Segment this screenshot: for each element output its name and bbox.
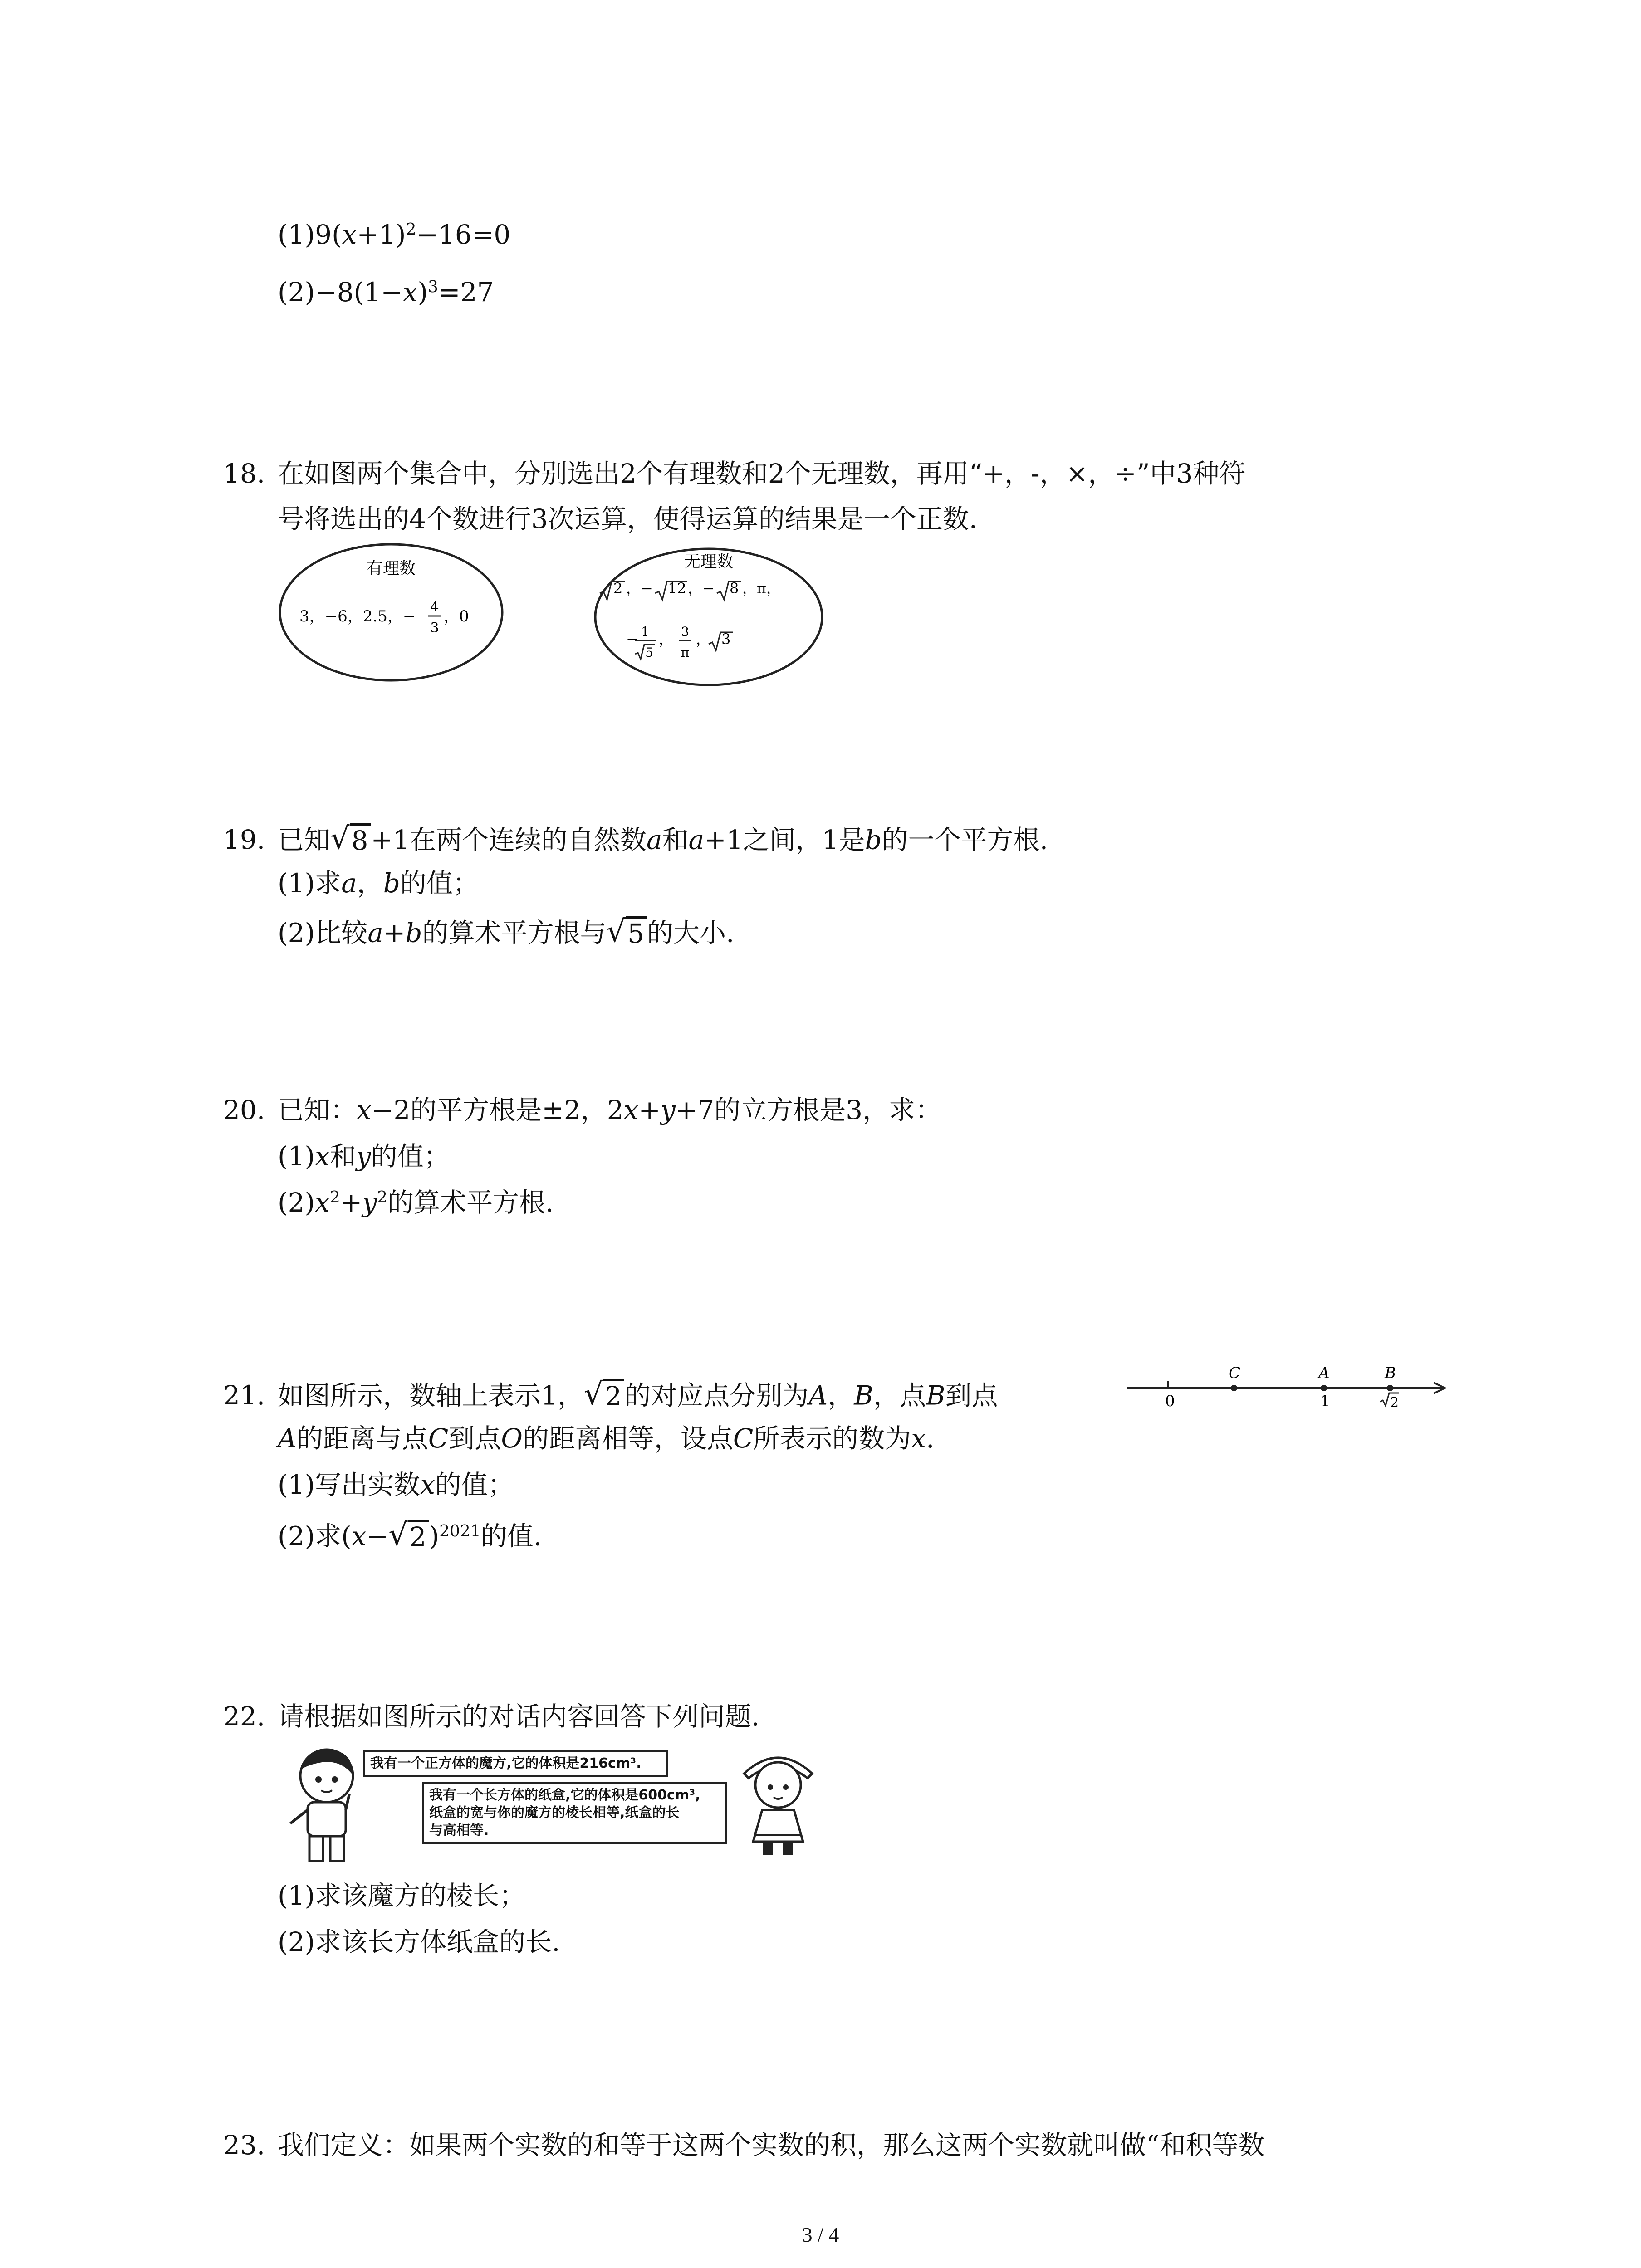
q21-part1: (1)写出实数x的值； (278, 1469, 514, 1500)
svg-text:C: C (1229, 1364, 1241, 1382)
girl-speech-bubble: 我有一个长方体的纸盒,它的体积是600cm³, 纸盒的宽与你的魔方的棱长相等,纸盒的长 与高相等. (422, 1782, 727, 1844)
rational-set-tail: ，0 (444, 607, 469, 626)
girl-figure (735, 1746, 821, 1860)
rational-frac-den: 3 (430, 620, 439, 636)
svg-text:π: π (681, 645, 690, 660)
svg-text:2: 2 (1390, 1395, 1399, 1411)
rational-set-items: 3，−6，2.5，− (299, 607, 416, 626)
svg-text:B: B (1385, 1364, 1396, 1382)
svg-text:A: A (1318, 1364, 1330, 1382)
q20-line1: 20. 已知：x−2的平方根是±2，2x+y+7的立方根是3，求： (223, 1095, 942, 1125)
q21-part2: (2)求(x− √ 2 )$^{2021}$的值. (278, 1517, 542, 1553)
sqrt-8: √ 8 (330, 823, 371, 854)
svg-text:，−: ，− (626, 580, 653, 597)
q21-line2: A的距离与点C到点O的距离相等，设点C所表示的数为x. (278, 1423, 935, 1454)
sqrt-5: √ 5 (607, 916, 647, 947)
svg-text:12: 12 (668, 580, 686, 597)
q21-line1: 21. 如图所示，数轴上表示1， √ 2 的对应点分别为A，B，点B到点 (223, 1376, 998, 1412)
page-number: 3 / 4 (802, 2223, 839, 2246)
origin-label: 0 (1165, 1392, 1175, 1410)
svg-text:，−: ，− (688, 580, 715, 597)
svg-text:−: − (626, 631, 638, 648)
point-a (1321, 1385, 1327, 1391)
svg-text:5: 5 (645, 645, 653, 660)
q18-sets-figure (272, 540, 826, 694)
q17-part2: $(2)-8(1-x)^3=27$ (278, 277, 494, 308)
rational-set-title: 有理数 (366, 559, 416, 578)
boy-speech-bubble: 我有一个正方体的魔方,它的体积是216cm³. (363, 1750, 668, 1777)
svg-text:3: 3 (681, 624, 689, 639)
q22-part1: (1)求该魔方的棱长； (278, 1880, 526, 1911)
svg-text:1: 1 (1320, 1392, 1330, 1410)
svg-text:，π，: ，π， (742, 580, 781, 597)
boy-figure (281, 1744, 372, 1867)
svg-text:，: ， (696, 631, 711, 648)
point-c (1231, 1385, 1237, 1391)
number-line-figure (1125, 1356, 1452, 1424)
q20-part2: $(2)x^2+y^2$的算术平方根. (278, 1187, 554, 1218)
point-b (1387, 1385, 1393, 1391)
svg-text:3: 3 (721, 631, 731, 648)
q22-line1: 22. 请根据如图所示的对话内容回答下列问题. (223, 1701, 760, 1732)
q22-part2: (2)求该长方体纸盒的长. (278, 1926, 560, 1957)
q19-part2: (2)比较a+b的算术平方根与 √ 5 的大小. (278, 914, 735, 949)
q23-line1: 23. 我们定义：如果两个实数的和等于这两个实数的积，那么这两个实数就叫做“和积等数 (223, 2130, 1265, 2160)
sqrt-2b: √ 2 (388, 1520, 429, 1550)
rational-frac-num: 4 (430, 599, 439, 615)
sqrt-2: √ 2 (584, 1379, 624, 1409)
svg-text:1: 1 (641, 624, 649, 639)
q17-part1: $(1)9(x+1)^2-16=0$ (278, 219, 511, 250)
q19-line1: 19. 已知 √ 8 +1在两个连续的自然数a和a+1之间，1是b的一个平方根. (223, 821, 1048, 856)
svg-text:8: 8 (730, 580, 739, 597)
irrational-set-title: 无理数 (684, 552, 734, 571)
q19-part1: (1)求a，b的值； (278, 868, 479, 899)
svg-text:，: ， (659, 631, 674, 648)
svg-text:2: 2 (613, 580, 623, 597)
q20-part1: (1)x和y的值； (278, 1141, 450, 1172)
q18-line2: 号将选出的4个数进行3次运算，使得运算的结果是一个正数. (278, 503, 978, 534)
q18-line1: 18. 在如图两个集合中，分别选出2个有理数和2个无理数，再用“+，-，×，÷”中3种符 (223, 458, 1246, 489)
